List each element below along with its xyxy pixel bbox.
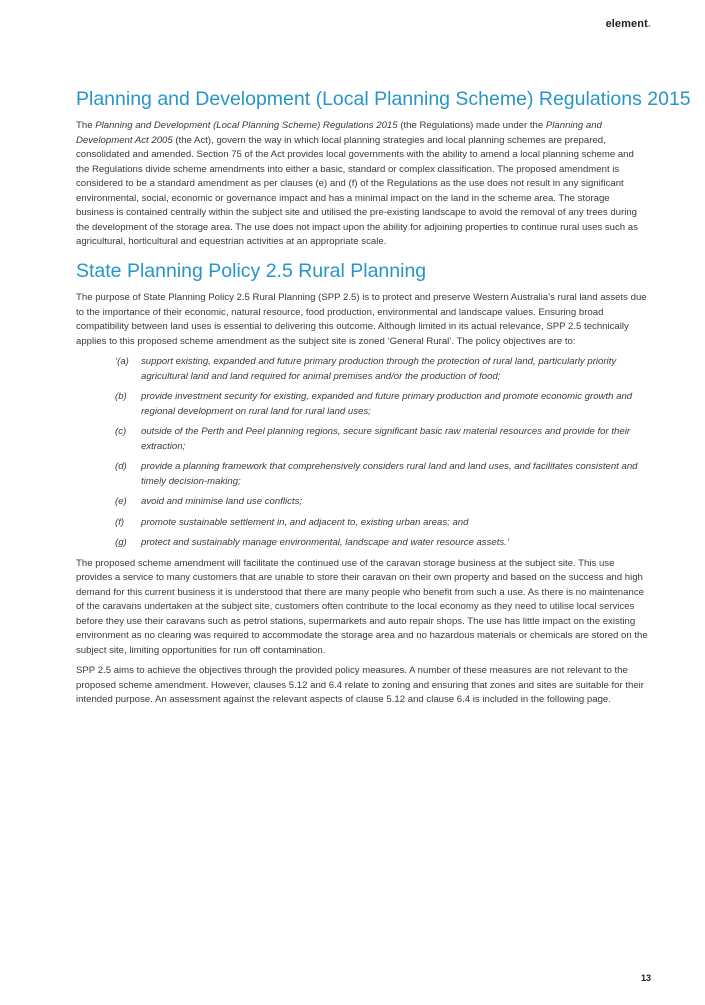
brand-dot: . xyxy=(647,18,651,30)
objective-marker: (d) xyxy=(115,461,127,473)
objective-marker: (g) xyxy=(115,537,127,549)
objective-text: promote sustainable settlement in, and adjacent to, existing urban areas; and xyxy=(141,516,469,528)
objective-text: avoid and minimise land use conflicts; xyxy=(141,496,303,508)
section-title-spp: State Planning Policy 2.5 Rural Planning xyxy=(76,259,427,282)
objective-item xyxy=(76,390,648,419)
spp-intro-paragraph: The purpose of State Planning Policy 2.5 Rural Planning (SPP 2.5) is to protect and preserve Western Australia’s rural land assets due to the importance of their economic, natural resource, food production, environmental and landscape values. Ensuring broad compatibility between land uses is essential to delivering this outcome. Although limited in its actual relevance, SPP 2.5 technically applies to this proposed scheme amendment as the subject site is zoned ‘General Rural’. The policy objectives are to: xyxy=(76,292,647,347)
section-title-regulations: Planning and Development (Local Planning Scheme) Regulations 2015 xyxy=(76,88,691,110)
objective-text: support existing, expanded and future primary production through the protection of rural land, particularly priority agricultural land and land required for animal premises and/or the production of food; xyxy=(141,356,617,382)
objective-item xyxy=(76,460,648,489)
policy-objectives-list xyxy=(76,355,648,551)
objective-text: protect and sustainably manage environmental, landscape and water resource assets.’ xyxy=(141,537,509,549)
page-number: 13 xyxy=(640,973,651,983)
brand-name: element xyxy=(605,18,648,30)
text-run: (the Regulations) made under the xyxy=(397,120,546,132)
objective-text: outside of the Perth and Peel planning regions, secure significant basic raw material resources and provide for their extraction; xyxy=(141,426,631,452)
text-run: (the Act), govern the way in which local planning strategies and local planning schemes are prepared, consolidated and amended. Section 75 of the Act provides local governments with the ability to amend a local planning scheme and the Regulations divide scheme amendments into either a basic, standard or complex classification. The proposed amendment is considered to be a standard amendment as per clauses (e) and (f) of the Regulations as the use does not result in any significant environmental, social, economic or governance impact and has a minimal impact on the land in the scheme area. The storage business is contained centrally within the subject site and utilised the pre-existing landscape to avoid the removal of any trees during the development of the storage area. The use does not impact upon the ability for adjoining properties to continue rural uses such as agricultural, horticultural and equestrian activities at an appropriate scale. xyxy=(76,134,638,248)
objective-item xyxy=(76,516,648,531)
page-content xyxy=(76,88,691,714)
regulations-paragraph xyxy=(76,119,648,250)
objective-text: provide a planning framework that comprehensively considers rural land and land uses, and facilitates consistent and timely decision-making; xyxy=(141,461,638,487)
objective-text: provide investment security for existing, expanded and future primary production and promote economic growth and regional development on rural land for rural land uses; xyxy=(141,391,633,417)
objective-item xyxy=(76,536,648,551)
objective-marker: (e) xyxy=(115,496,127,508)
objective-item xyxy=(76,495,648,510)
brand-logo xyxy=(606,18,651,30)
objective-marker: (f) xyxy=(115,516,125,528)
act-name: Planning and Development Act 2005 xyxy=(76,120,602,146)
policy-measures-paragraph: SPP 2.5 aims to achieve the objectives through the provided policy measures. A number of these measures are not relevant to the proposed scheme amendment. However, clauses 5.12 and 6.4 relate to zoning and ensuring that zones and sites are suitable for their intended purpose. An assessment against the relevant aspects of clause 5.12 and clause 6.4 is included in the following page. xyxy=(76,665,644,706)
regulations-name: Planning and Development (Local Planning Scheme) Regulations 2015 xyxy=(95,120,398,132)
objective-marker: (b) xyxy=(115,391,127,403)
text-run: The xyxy=(76,120,96,132)
objective-item xyxy=(76,355,648,384)
objective-item xyxy=(76,425,648,454)
caravan-storage-paragraph: The proposed scheme amendment will facilitate the continued use of the caravan storage business at the subject site. This use provides a service to many customers that are unable to store their caravan on their own property and based on the success and high demand for this current business it is understood that there are many people who benefit from such a use. As there is no maintenance of the caravans undertaken at the subject site, customers often contribute to the local economy as they need to utilise local services before they use their caravans such as petrol stations, supermarkets and auto repair shops. The use has little impact on the existing environment as no clearing was required to accommodate the storage area and no hazardous materials or chemicals are stored on the subject site, limiting opportunities for run off contamination. xyxy=(76,557,648,656)
objective-marker: ‘(a) xyxy=(115,356,129,368)
objective-marker: (c) xyxy=(115,426,127,438)
